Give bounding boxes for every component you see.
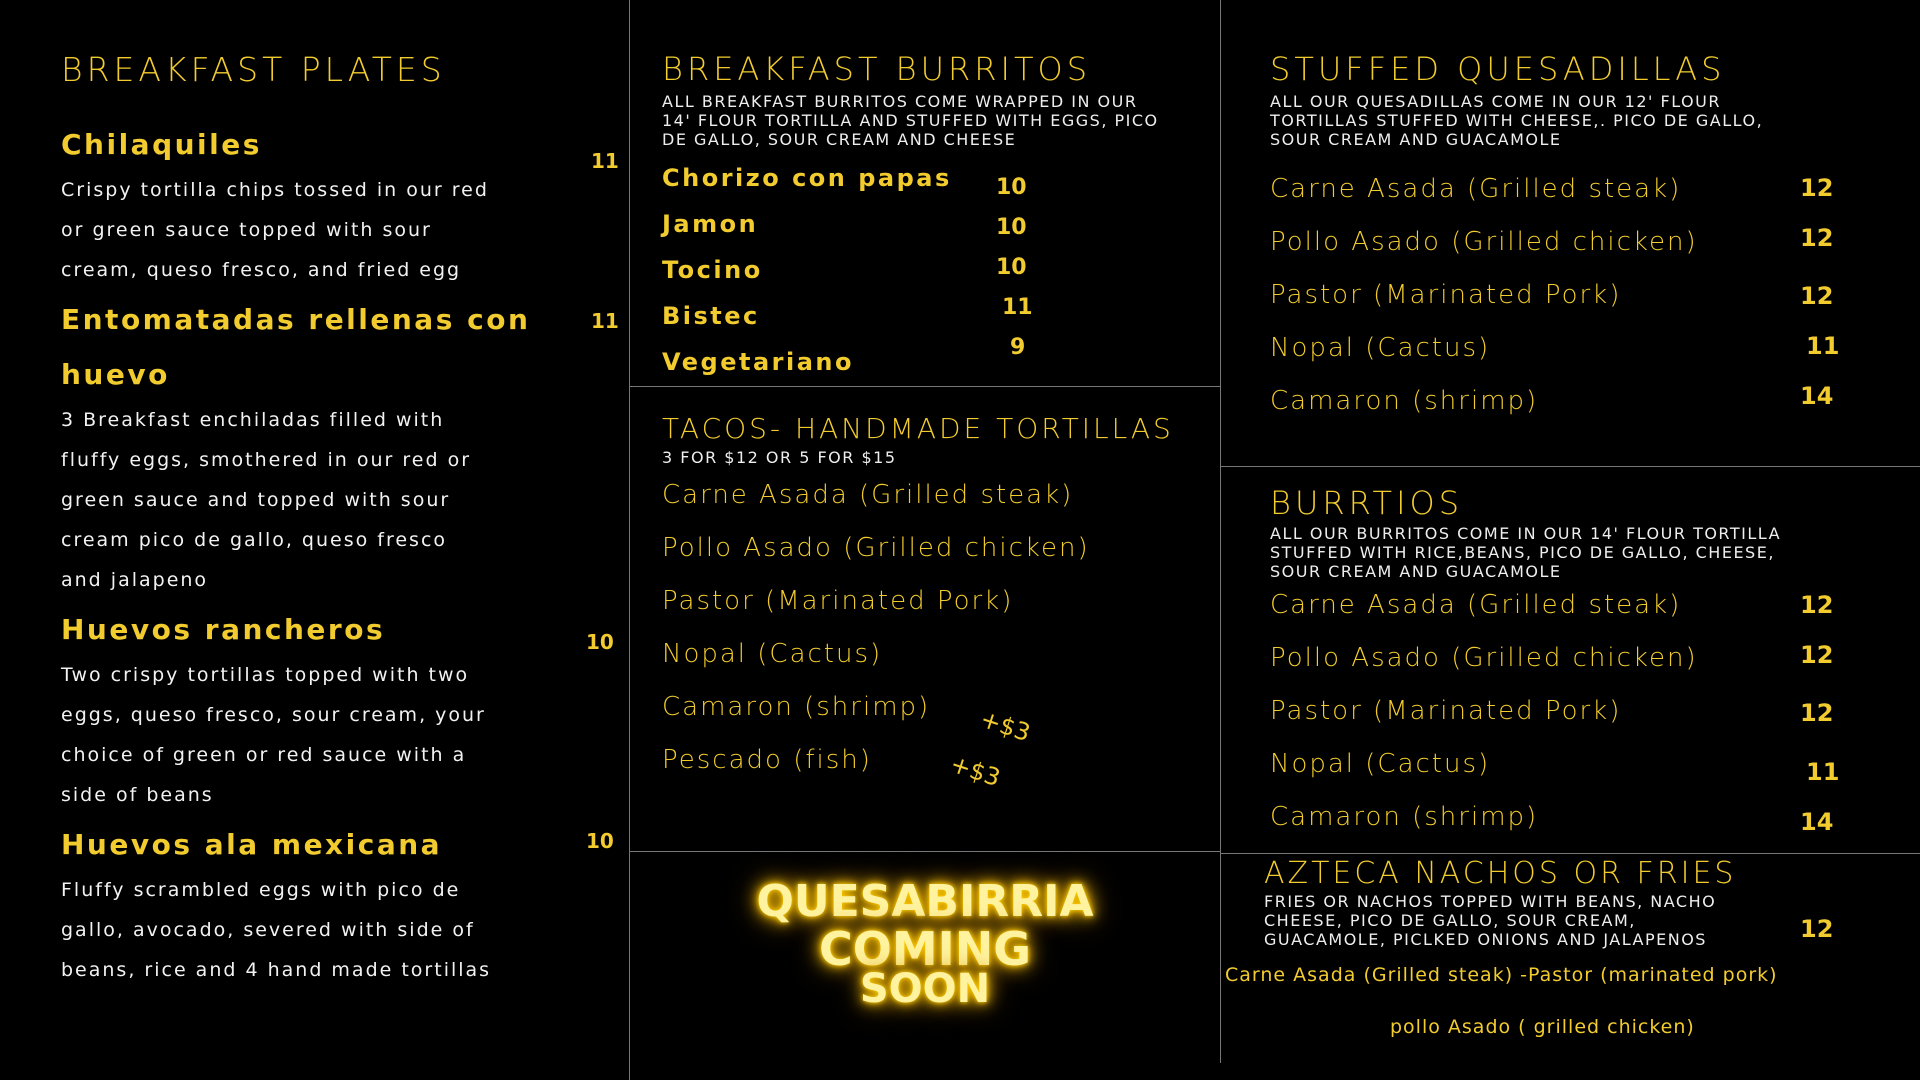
burritos-title: BURRTIOS <box>1270 484 1463 522</box>
quesadilla-camaron: Camaron (shrimp) <box>1270 386 1539 416</box>
divider-burritos-azteca <box>1220 853 1920 854</box>
burritos-note-3: SOUR CREAM AND GUACAMOLE <box>1270 562 1562 581</box>
quesadillas-note-3: SOUR CREAM AND GUACAMOLE <box>1270 130 1562 149</box>
huevos-mexicana-desc-1: Fluffy scrambled eggs with pico de <box>61 879 461 901</box>
taco-pescado: Pescado (fish) <box>662 745 872 775</box>
tocino-price: 10 <box>996 255 1027 280</box>
entomatadas-name-2: huevo <box>61 358 170 391</box>
taco-pollo-asado: Pollo Asado (Grilled chicken) <box>662 533 1090 563</box>
tacos-note: 3 FOR $12 OR 5 FOR $15 <box>662 448 897 467</box>
breakfast-burritos-note-2: 14' FLOUR TORTILLA AND STUFFED WITH EGGS, PICO <box>662 111 1159 130</box>
burrito-pollo-asado-price: 12 <box>1800 641 1834 669</box>
jamon-price: 10 <box>996 215 1027 240</box>
burrito-pastor-price: 12 <box>1800 699 1834 727</box>
tocino-name: Tocino <box>662 256 763 284</box>
huevos-mexicana-price: 10 <box>586 829 614 853</box>
quesadilla-pollo-asado: Pollo Asado (Grilled chicken) <box>1270 227 1698 257</box>
quesadilla-nopal: Nopal (Cactus) <box>1270 333 1491 363</box>
quesadillas-title: STUFFED QUESADILLAS <box>1270 50 1726 88</box>
breakfast-burritos-note-1: ALL BREAKFAST BURRITOS COME WRAPPED IN OUR <box>662 92 1138 111</box>
taco-camaron: Camaron (shrimp) <box>662 692 931 722</box>
quesadilla-carne-asada-price: 12 <box>1800 174 1834 202</box>
burrito-carne-asada: Carne Asada (Grilled steak) <box>1270 590 1682 620</box>
entomatadas-desc-1: 3 Breakfast enchiladas filled with <box>61 409 445 431</box>
burrito-carne-asada-price: 12 <box>1800 591 1834 619</box>
taco-carne-asada: Carne Asada (Grilled steak) <box>662 480 1074 510</box>
azteca-note-1: FRIES OR NACHOS TOPPED WITH BEANS, NACHO <box>1264 892 1717 911</box>
azteca-options-1: Carne Asada (Grilled steak) -Pastor (marinated pork) <box>1225 964 1778 986</box>
breakfast-plates-title: BREAKFAST PLATES <box>61 50 446 89</box>
burritos-note-2: STUFFED WITH RICE,BEANS, PICO DE GALLO, CHEESE, <box>1270 543 1775 562</box>
bistec-name: Bistec <box>662 302 760 330</box>
coming-soon-line-1: QUESABIRRIA <box>756 876 1094 927</box>
breakfast-burritos-title: BREAKFAST BURRITOS <box>662 50 1091 88</box>
taco-camaron-extra: +$3 <box>976 704 1034 748</box>
quesadilla-camaron-price: 14 <box>1800 382 1834 410</box>
huevos-mexicana-name: Huevos ala mexicana <box>61 828 443 861</box>
huevos-rancheros-desc-3: choice of green or red sauce with a <box>61 744 467 766</box>
divider-tacos-soon <box>629 851 1221 852</box>
burrito-nopal-price: 11 <box>1806 758 1840 786</box>
quesadilla-nopal-price: 11 <box>1806 332 1840 360</box>
chilaquiles-price: 11 <box>591 149 619 173</box>
burritos-note-1: ALL OUR BURRITOS COME IN OUR 14' FLOUR TORTILLA <box>1270 524 1782 543</box>
entomatadas-price: 11 <box>591 309 619 333</box>
huevos-rancheros-name: Huevos rancheros <box>61 613 386 646</box>
divider-quesadillas-burritos <box>1220 466 1920 467</box>
huevos-mexicana-desc-3: beans, rice and 4 hand made tortillas <box>61 959 492 981</box>
bistec-price: 11 <box>1002 295 1033 320</box>
taco-pastor: Pastor (Marinated Pork) <box>662 586 1014 616</box>
burrito-pastor: Pastor (Marinated Pork) <box>1270 696 1622 726</box>
quesadillas-note-2: TORTILLAS STUFFED WITH CHEESE,. PICO DE GALLO, <box>1270 111 1764 130</box>
entomatadas-desc-2: fluffy eggs, smothered in our red or <box>61 449 472 471</box>
burrito-pollo-asado: Pollo Asado (Grilled chicken) <box>1270 643 1698 673</box>
vegetariano-name: Vegetariano <box>662 348 854 376</box>
chorizo-name: Chorizo con papas <box>662 164 952 192</box>
entomatadas-name-1: Entomatadas rellenas con <box>61 303 531 336</box>
quesadilla-pastor-price: 12 <box>1800 282 1834 310</box>
chilaquiles-desc-2: or green sauce topped with sour <box>61 219 432 241</box>
azteca-options-2: pollo Asado ( grilled chicken) <box>1390 1016 1695 1038</box>
burrito-camaron: Camaron (shrimp) <box>1270 802 1539 832</box>
divider-right <box>1220 0 1221 1063</box>
burrito-nopal: Nopal (Cactus) <box>1270 749 1491 779</box>
azteca-note-3: GUACAMOLE, PICLKED ONIONS AND JALAPENOS <box>1264 930 1707 949</box>
chilaquiles-desc-3: cream, queso fresco, and fried egg <box>61 259 462 281</box>
chilaquiles-desc-1: Crispy tortilla chips tossed in our red <box>61 179 489 201</box>
entomatadas-desc-5: and jalapeno <box>61 569 209 591</box>
entomatadas-desc-3: green sauce and topped with sour <box>61 489 451 511</box>
huevos-mexicana-desc-2: gallo, avocado, severed with side of <box>61 919 475 941</box>
taco-pescado-extra: +$3 <box>946 749 1004 793</box>
entomatadas-desc-4: cream pico de gallo, queso fresco <box>61 529 448 551</box>
huevos-rancheros-desc-1: Two crispy tortillas topped with two <box>61 664 470 686</box>
huevos-rancheros-desc-2: eggs, queso fresco, sour cream, your <box>61 704 486 726</box>
azteca-title: AZTECA NACHOS OR FRIES <box>1264 856 1737 891</box>
jamon-name: Jamon <box>662 210 759 238</box>
quesadillas-note-1: ALL OUR QUESADILLAS COME IN OUR 12' FLOUR <box>1270 92 1721 111</box>
vegetariano-price: 9 <box>1010 335 1026 360</box>
tacos-title: TACOS- HANDMADE TORTILLAS <box>662 412 1174 445</box>
coming-soon-line-2: COMING <box>818 922 1031 976</box>
quesadilla-pollo-asado-price: 12 <box>1800 224 1834 252</box>
huevos-rancheros-price: 10 <box>586 630 614 654</box>
divider-burritos-tacos <box>629 386 1221 387</box>
taco-nopal: Nopal (Cactus) <box>662 639 883 669</box>
coming-soon-line-3: SOON <box>859 966 991 1012</box>
azteca-note-2: CHEESE, PICO DE GALLO, SOUR CREAM, <box>1264 911 1636 930</box>
chilaquiles-name: Chilaquiles <box>61 128 262 161</box>
chorizo-price: 10 <box>996 175 1027 200</box>
quesadilla-pastor: Pastor (Marinated Pork) <box>1270 280 1622 310</box>
burrito-camaron-price: 14 <box>1800 808 1834 836</box>
azteca-price: 12 <box>1800 915 1834 943</box>
huevos-rancheros-desc-4: side of beans <box>61 784 214 806</box>
breakfast-burritos-note-3: DE GALLO, SOUR CREAM AND CHEESE <box>662 130 1017 149</box>
quesadilla-carne-asada: Carne Asada (Grilled steak) <box>1270 174 1682 204</box>
